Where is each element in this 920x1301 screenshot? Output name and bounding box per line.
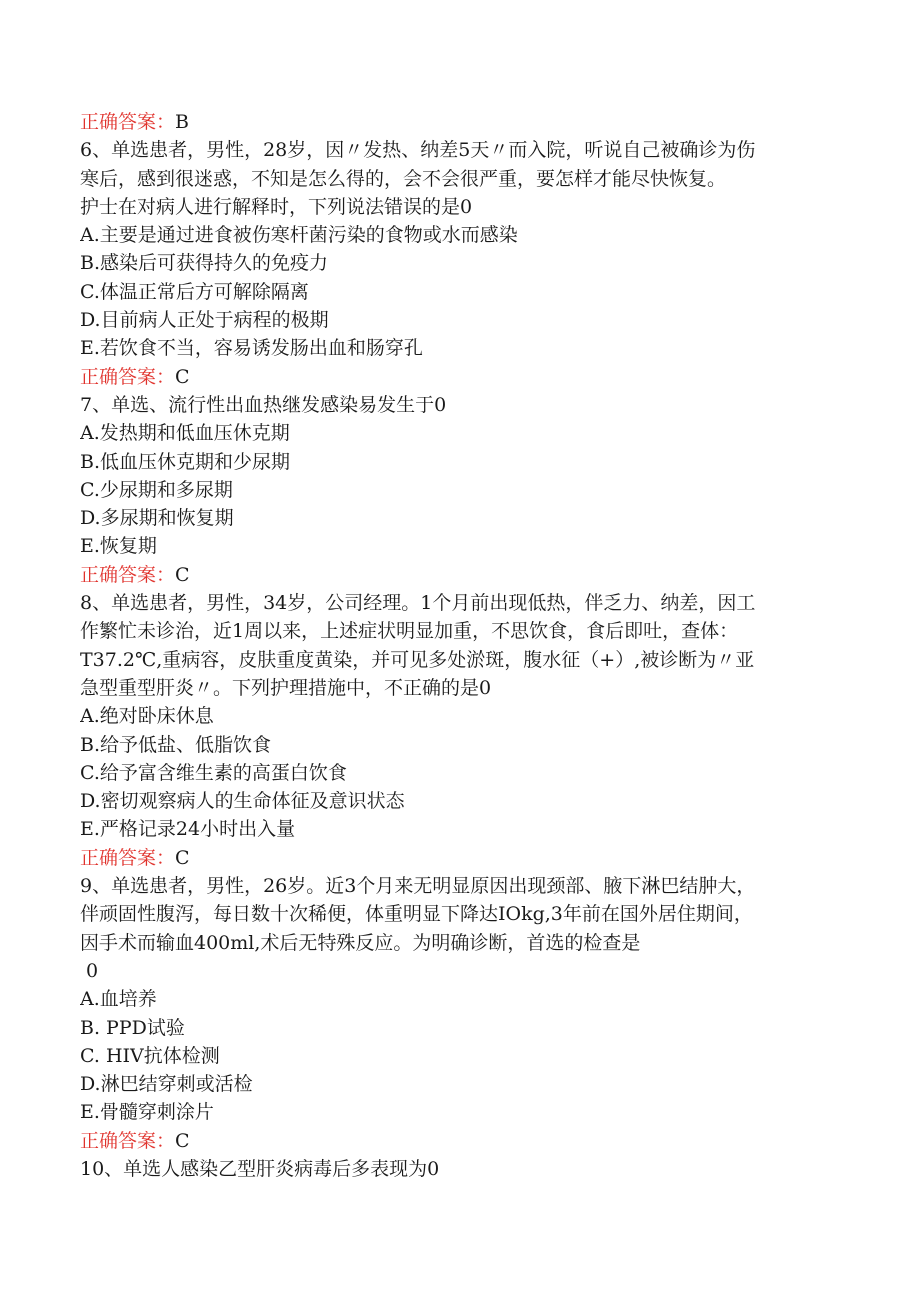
answer-line — [80, 363, 840, 391]
text-line: D.淋巴结穿刺或活检 — [80, 1073, 253, 1096]
question-list — [80, 108, 840, 1183]
answer-label: 正确答案： — [80, 563, 176, 586]
text-line: 6、单选患者，男性，28岁，因〃发热、纳差5天〃而入院，听说自己被确诊为伤 — [80, 139, 756, 162]
answer-label: 正确答案： — [80, 1129, 176, 1152]
answer-label: 正确答案： — [80, 365, 176, 388]
text-line: 急型重型肝炎〃。下列护理措施中，不正确的是0 — [80, 676, 492, 699]
text-line: E.严格记录24小时出入量 — [80, 818, 296, 841]
answer-label: 正确答案： — [80, 846, 176, 869]
text-line: D.密切观察病人的生命体征及意识状态 — [80, 790, 405, 813]
text-line: A.发热期和低血压休克期 — [80, 422, 290, 445]
answer-line — [80, 1127, 840, 1155]
text-line: E.若饮食不当，容易诱发肠出血和肠穿孔 — [80, 337, 423, 360]
answer-value: B — [175, 111, 189, 133]
text-line: D.多尿期和恢复期 — [80, 507, 234, 530]
text-line: A.绝对卧床休息 — [80, 705, 214, 728]
text-line: E.骨髓穿刺涂片 — [80, 1101, 214, 1124]
answer-line — [80, 561, 840, 589]
text-line: C.给予富含维生素的高蛋白饮食 — [80, 761, 347, 784]
text-line: C. HIV抗体检测 — [80, 1044, 220, 1067]
answer-value: C — [175, 365, 190, 388]
answer-line — [80, 108, 840, 136]
text-line: A.血培养 — [80, 988, 157, 1011]
text-line: B.给予低盐、低脂饮食 — [80, 733, 272, 756]
text-line: A.主要是通过进食被伤寒杆菌污染的食物或水而感染 — [80, 224, 518, 247]
text-line: C.少尿期和多尿期 — [80, 478, 233, 501]
text-line: 因手术而输血400ml,术后无特殊反应。为明确诊断，首选的检查是 — [80, 931, 641, 954]
text-line: 护士在对病人进行解释时，下列说法错误的是0 — [80, 195, 473, 218]
text-line: 7、单选、流行性出血热继发感染易发生于0 — [80, 393, 447, 416]
answer-value: C — [175, 563, 190, 586]
text-line: 10、单选人感染乙型肝炎病毒后多表现为0 — [80, 1157, 440, 1180]
text-line: 0 — [80, 959, 99, 982]
text-line: B.感染后可获得持久的免疫力 — [80, 252, 329, 275]
text-line: 8、单选患者，男性，34岁，公司经理。1个月前出现低热，伴乏力、纳差，因工 — [80, 592, 756, 615]
text-line: B. PPD试验 — [80, 1016, 185, 1039]
text-line: E.恢复期 — [80, 535, 157, 558]
text-line: 寒后，感到很迷惑，不知是怎么得的，会不会很严重，要怎样才能尽快恢复。 — [80, 167, 727, 190]
answer-value: C — [175, 1129, 190, 1152]
text-line: B.低血压休克期和少尿期 — [80, 450, 291, 473]
text-line: 9、单选患者，男性，26岁。近3个月来无明显原因出现颈部、腋下淋巴结肿大， — [80, 875, 756, 898]
text-line: 作繁忙未诊治，近1周以来，上述症状明显加重，不思饮食，食后即吐，查体： — [80, 620, 739, 643]
text-line: D.目前病人正处于病程的极期 — [80, 309, 329, 332]
text-line: T37.2℃,重病容，皮肤重度黄染，并可见多处淤斑，腹水征（+）,被诊断为〃亚 — [80, 648, 755, 671]
text-line: C.体温正常后方可解除隔离 — [80, 280, 309, 303]
answer-label: 正确答案： — [80, 111, 176, 133]
text-line: 伴顽固性腹泻，每日数十次稀便，体重明显下降达IOkg,3年前在国外居住期间， — [80, 903, 753, 926]
answer-line — [80, 844, 840, 872]
answer-value: C — [175, 846, 190, 869]
